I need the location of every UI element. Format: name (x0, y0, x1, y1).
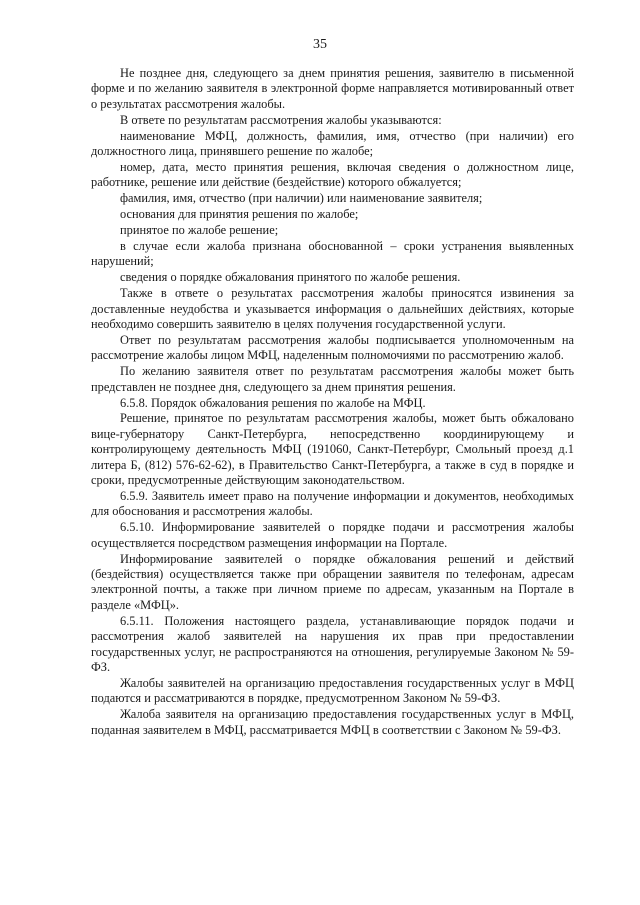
paragraph-response-contents-intro: В ответе по результатам рассмотрения жалобы указываются: (120, 112, 442, 127)
paragraph-complaints-procedure: Жалобы заявителей на организацию предоставления государственных услуг в МФЦ подаются и рассматриваются в порядке, предусмотренном Законом № 59-ФЗ. (91, 675, 574, 706)
paragraph-6-5-10: 6.5.10. Информирование заявителей о порядке подачи и рассмотрения жалобы осуществляется посредством размещения информации на Портале. (91, 520, 574, 550)
paragraph-response-item-grounds: основания для принятия решения по жалобе; (120, 207, 359, 222)
paragraph-response-item-appeal-info: сведения о порядке обжалования принятого по жалобе решения. (120, 270, 461, 285)
paragraph-response-item-decision-details: номер, дата, место принятия решения, включая сведения о должностном лице, работнике, решение или действие (бездействие) которого обжалуется; (91, 159, 574, 190)
paragraph-response-item-mfc-name: наименование МФЦ, должность, фамилия, имя, отчество (при наличии) его должностного лица, принявшего решение по жалобе; (91, 128, 574, 159)
paragraph-response-item-remedy-terms: в случае если жалоба признана обоснованной – сроки устранения выявленных нарушений; (91, 238, 574, 269)
paragraph-6-5-9: 6.5.9. Заявитель имеет право на получение информации и документов, необходимых для обоснования и рассмотрения жалобы. (91, 488, 574, 519)
paragraph-appeal-procedure: Решение, принятое по результатам рассмотрения жалобы, может быть обжаловано вице-губернатору Санкт-Петербурга, непосредственно координирующему и контролирующему деятельность МФЦ (191060, Санкт-Петербург, Смольный проезд д.1 литера Б, (812) 576-62-62), в Правительство Санкт-Петербурга, а также в суд в порядке и сроки, предусмотренные действующим законодательством. (91, 411, 574, 488)
document-body (91, 66, 574, 738)
paragraph-response-signing: Ответ по результатам рассмотрения жалобы подписывается уполномоченным на рассмотрение жалобы лицом МФЦ, наделенным полномочиями по рассмотрению жалоб. (91, 332, 574, 363)
paragraph-response-item-applicant-name: фамилия, имя, отчество (при наличии) или наименование заявителя; (120, 191, 483, 206)
paragraph-6-5-11: 6.5.11. Положения настоящего раздела, устанавливающие порядок подачи и рассмотрения жалоб заявителей на нарушения их прав при предоставлении государственных услуг, не распространяются на отношения, регулируемые Законом № 59-ФЗ. (91, 613, 574, 674)
paragraph-apology: Также в ответе о результатах рассмотрения жалобы приносятся извинения за доставленные неудобства и указывается информация о дальнейших действиях, которые необходимо совершить заявителю в целях получения государственной услуги. (91, 286, 574, 331)
paragraph-response-deadline: Не позднее дня, следующего за днем принятия решения, заявителю в письменной форме и по желанию заявителя в электронной форме направляется мотивированный ответ о результатах рассмотрения жалобы. (91, 66, 574, 111)
paragraph-complaint-review: Жалоба заявителя на организацию предоставления государственных услуг в МФЦ, поданная заявителем в МФЦ, рассматривается МФЦ в соответствии с Законом № 59-ФЗ. (91, 707, 574, 737)
paragraph-response-on-request: По желанию заявителя ответ по результатам рассмотрения жалобы может быть представлен не позднее дня, следующего за днем принятия решения. (91, 364, 574, 394)
paragraph-response-item-decision: принятое по жалобе решение; (120, 223, 279, 238)
paragraph-informing-applicants: Информирование заявителей о порядке обжалования решений и действий (бездействия) осуществляется также при обращении заявителя по телефонам, адресам электронной почты, а также при личном приеме по адресам, указанным на Портале в разделе «МФЦ». (91, 551, 574, 612)
paragraph-6-5-8-heading: 6.5.8. Порядок обжалования решения по жалобе на МФЦ. (120, 395, 426, 410)
page-number: 35 (313, 37, 327, 52)
